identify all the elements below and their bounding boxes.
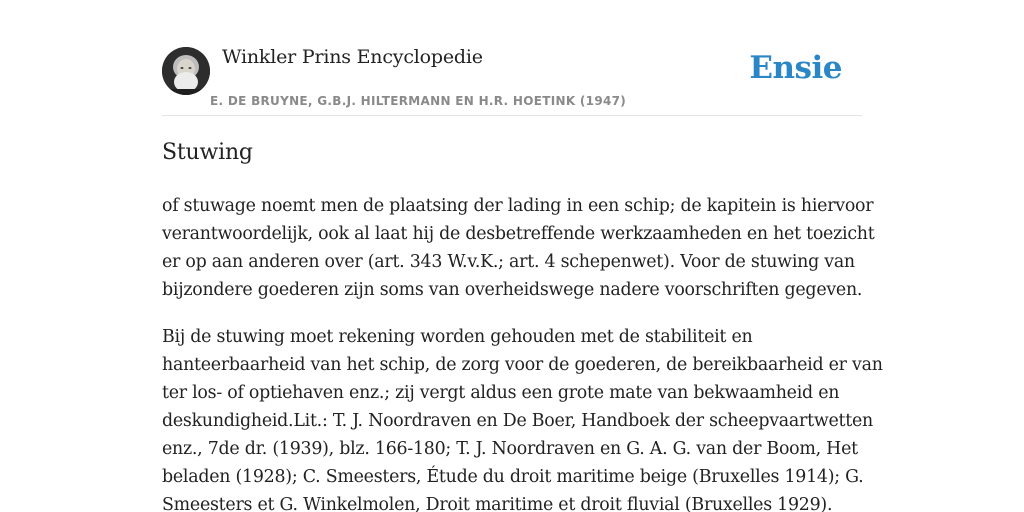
- paragraph-line: er op aan anderen over (art. 343 W.v.K.; art. 4 schepenwet). Voor de stuwing van: [162, 252, 855, 272]
- paragraph-line: enz., 7de dr. (1939), blz. 166-180; T. J. Noordraven en G. A. G. van der Boom, Het: [162, 439, 858, 459]
- article-paragraph: [162, 323, 883, 512]
- paragraph-line: deskundigheid.Lit.: T. J. Noordraven en De Boer, Handboek der scheepvaartwetten: [162, 411, 873, 431]
- paragraph-line: verantwoordelijk, ook al laat hij de desbetreffende werkzaamheden en het toezicht: [162, 224, 875, 244]
- header-divider: [162, 115, 862, 116]
- source-title[interactable]: Winkler Prins Encyclopedie: [222, 46, 483, 68]
- paragraph-line: of stuwage noemt men de plaatsing der lading in een schip; de kapitein is hiervoor: [162, 196, 874, 216]
- ensie-logo-link[interactable]: Ensie: [749, 50, 842, 86]
- paragraph-line: beladen (1928); C. Smeesters, Étude du droit maritime beige (Bruxelles 1914); G.: [162, 467, 864, 487]
- article-page: [162, 0, 883, 512]
- paragraph-line: hanteerbaarheid van het schip, de zorg voor de goederen, de bereikbaarheid er van: [162, 355, 883, 375]
- portrait-image: [162, 47, 210, 95]
- article-title: Stuwing: [162, 140, 253, 165]
- source-authors: E. DE BRUYNE, G.B.J. HILTERMANN EN H.R. HOETINK (1947): [210, 94, 627, 108]
- paragraph-line: Bij de stuwing moet rekening worden gehouden met de stabiliteit en: [162, 327, 753, 347]
- author-portrait-avatar: [162, 47, 210, 95]
- article-paragraph: [162, 192, 875, 304]
- paragraph-line: ter los- of optiehaven enz.; zij vergt aldus een grote mate van bekwaamheid en: [162, 383, 840, 403]
- paragraph-line: Smeesters et G. Winkelmolen, Droit maritime et droit fluvial (Bruxelles 1929).: [162, 495, 833, 512]
- paragraph-line: bijzondere goederen zijn soms van overheidswege nadere voorschriften gegeven.: [162, 280, 863, 300]
